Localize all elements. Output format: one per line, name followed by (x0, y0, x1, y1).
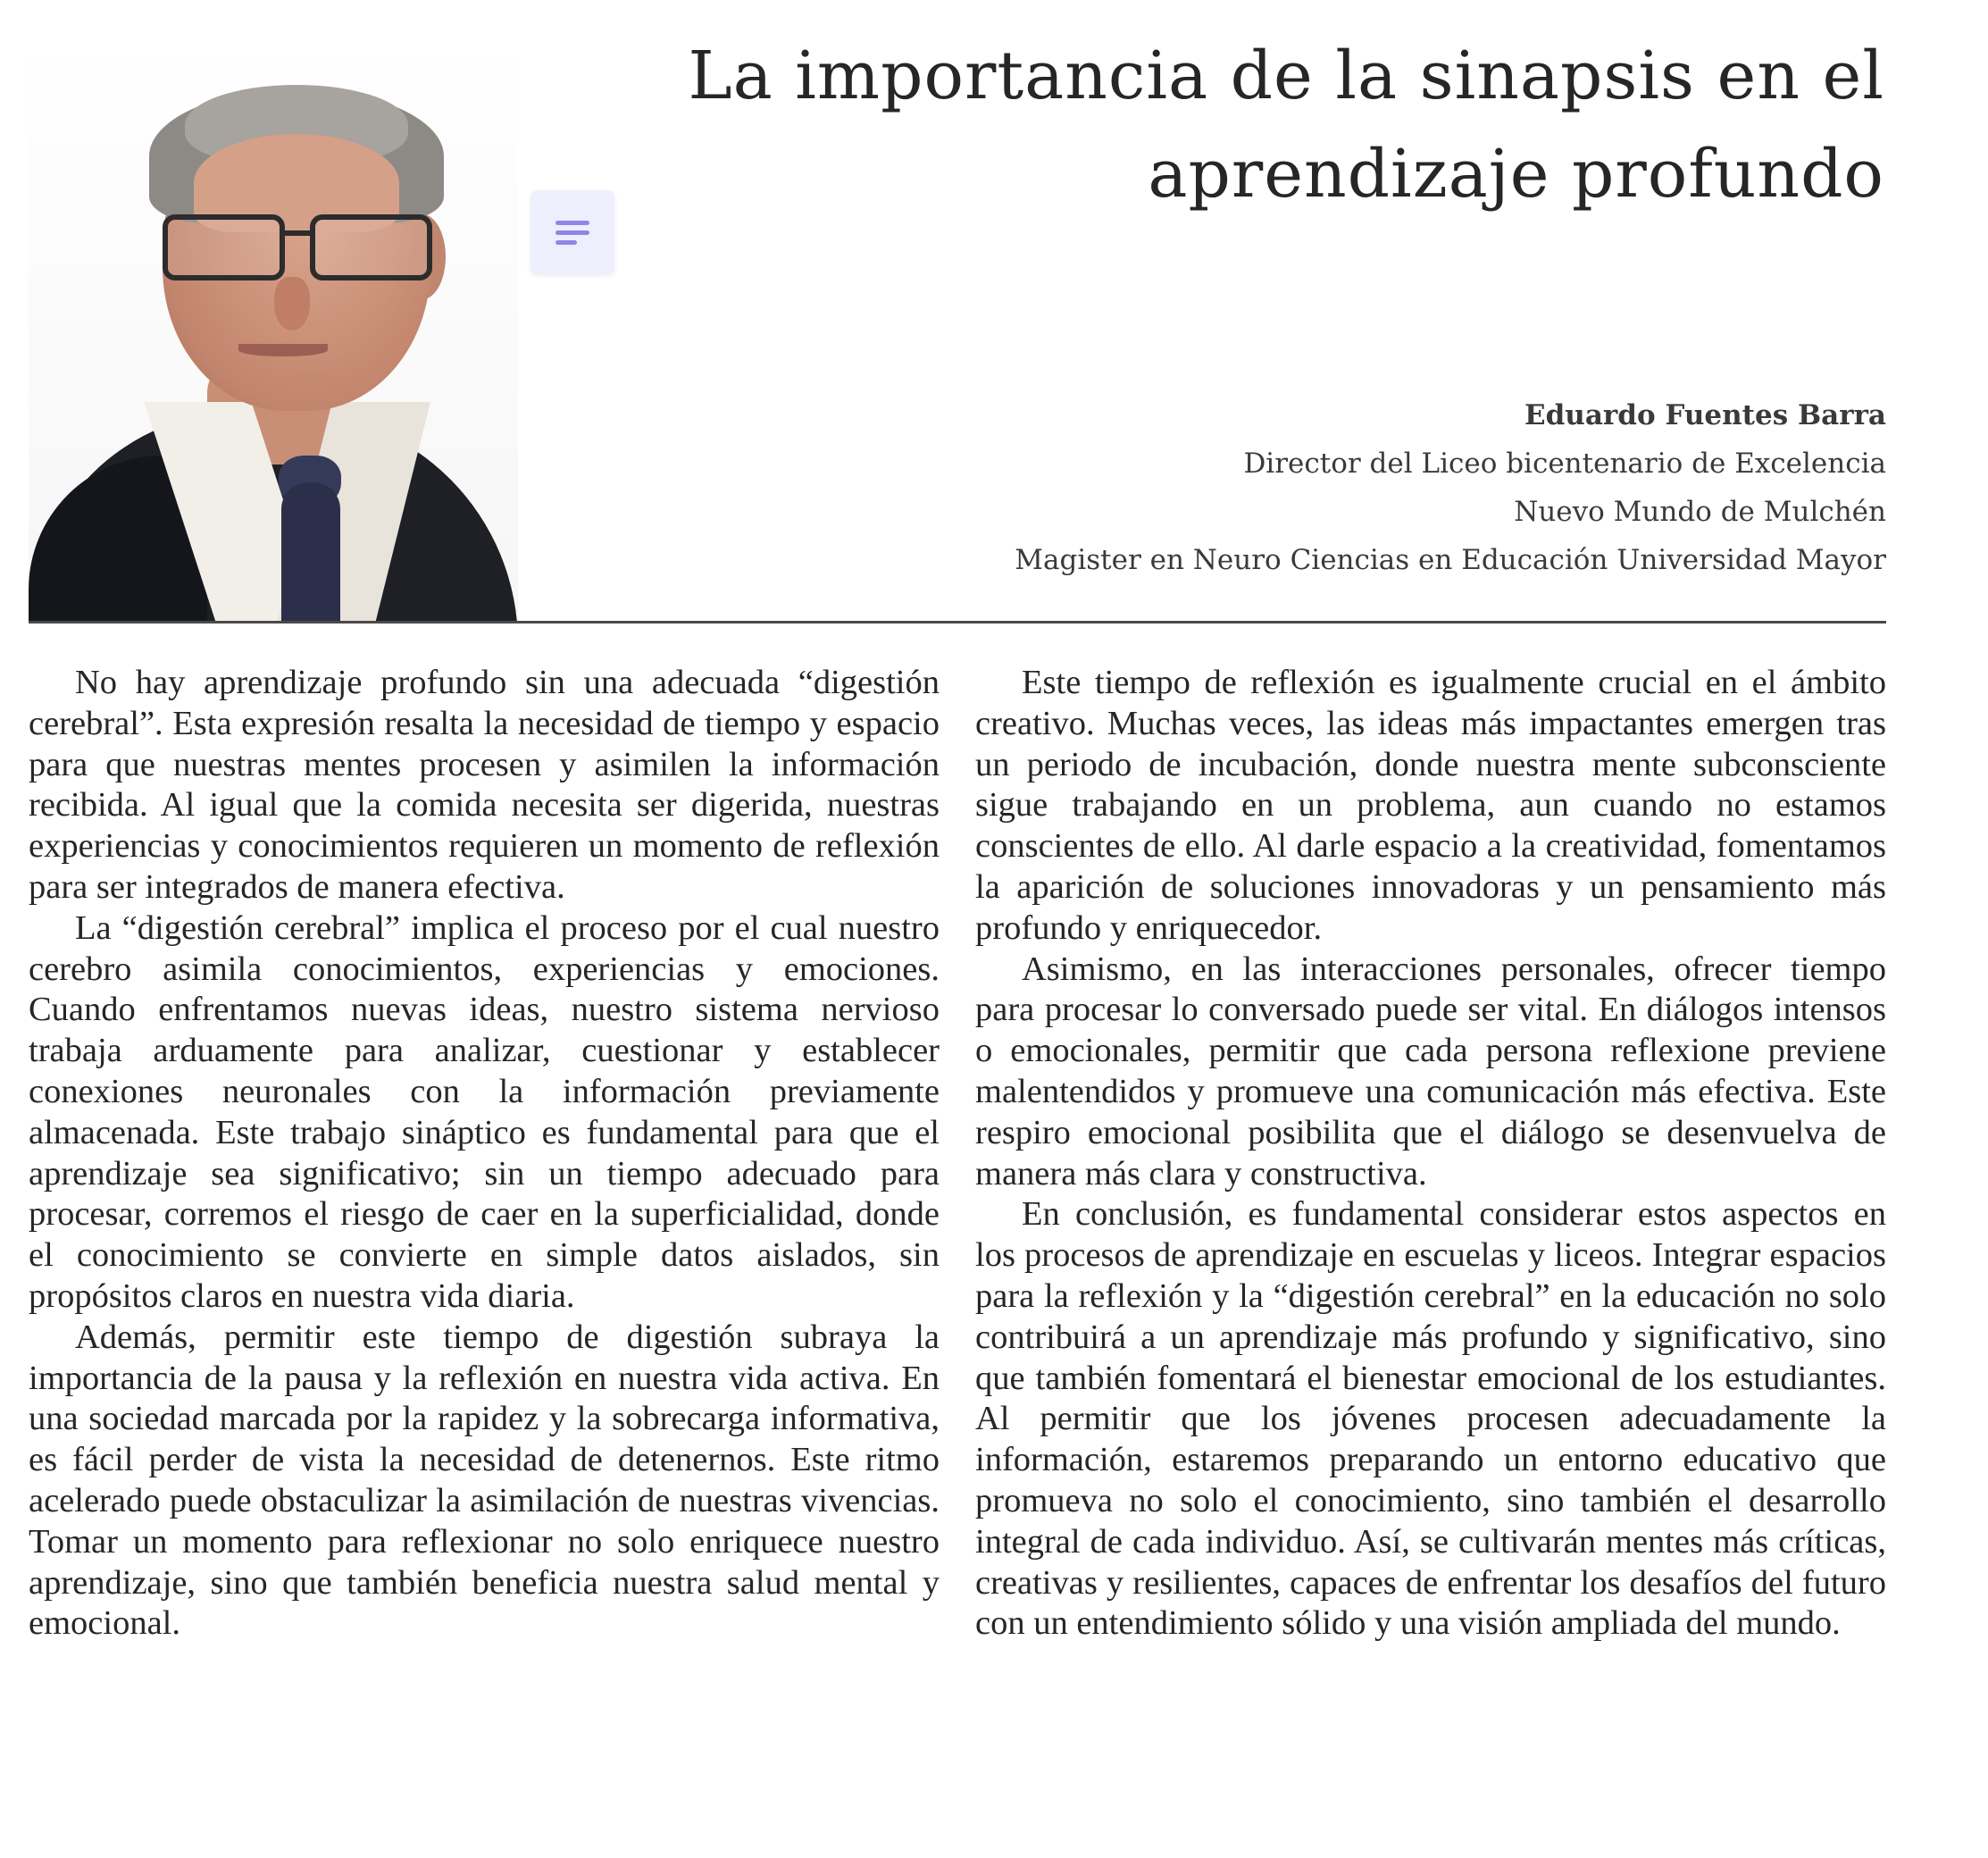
header-divider (29, 621, 1886, 624)
glasses-lens-left (163, 214, 285, 280)
paragraph-5: Asimismo, en las interacciones personales, ofrecer tiempo para procesar lo conversado puede ser vital. En diálogos intensos o emocionales, permitir que cada persona reflexione previene malentendidos y promueve una comunicación más efectiva. Este respiro emocional posibilita que el diálogo se desenvuelva de manera más clara y constructiva. (975, 950, 1886, 1193)
paragraph-6: En conclusión, es fundamental considerar estos aspectos en los procesos de aprendizaje en escuelas y liceos. Integrar espacios para la reflexión y la “digestión cerebral” en la educación no solo contribuirá a un aprendizaje más profundo y significativo, sino que también fomentará el bienestar emocional de los estudiantes. Al permitir que los jóvenes procesen adecuadamente la información, estaremos preparando un entorno educativo que promueva no solo el conocimiento, sino también el desarrollo integral de cada individuo. Así, se cultivarán mentes más críticas, creativas y resilientes, capaces de enfrentar los desafíos del futuro con un entendimiento sólido y una visión ampliada del mundo. (975, 1195, 1886, 1643)
article-title: La importancia de la sinapsis en el aprendizaje profundo (688, 38, 1884, 213)
author-name: Eduardo Fuentes Barra (1524, 399, 1886, 431)
author-role-line-1: Director del Liceo bicentenario de Excelencia (1243, 448, 1886, 480)
glasses-lens-right (310, 214, 432, 280)
icon-line-3 (555, 240, 577, 245)
paragraph-3: Además, permitir este tiempo de digestión subraya la importancia de la pausa y la reflexión en nuestra vida activa. En una sociedad marcada por la rapidez y la sobrecarga informativa, es fácil perder de vista la necesidad de detenernos. Este ritmo acelerado puede obstaculizar la asimilación de nuestras vivencias. Tomar un momento para reflexionar no solo enriquece nuestro aprendizaje, sino que también beneficia nuestra salud mental y emocional. (29, 1318, 940, 1643)
mouth-shape (238, 344, 328, 356)
paragraph-1: No hay aprendizaje profundo sin una adecuada “digestión cerebral”. Esta expresión resalta la necesidad de tiempo y espacio para que nuestras mentes procesen y asimilen la información recibida. Al igual que la comida necesita ser digerida, nuestras experiencias y conocimientos requieren un momento de reflexión para ser integrados de manera efectiva. (29, 664, 940, 906)
glasses (163, 214, 444, 277)
author-role-line-2: Nuevo Mundo de Mulchén (1514, 496, 1886, 528)
paragraph-4: Este tiempo de reflexión es igualmente crucial en el ámbito creativo. Muchas veces, las ideas más impactantes emergen tras un periodo de incubación, donde nuestra mente subconsciente sigue trabajando en un problema, aun cuando no estamos conscientes de ello. Al darle espacio a la creatividad, fomentamos la aparición de soluciones innovadoras y un pensamiento más profundo y enriquecedor. (975, 664, 1886, 947)
author-photo (29, 36, 518, 622)
nose-shape (274, 277, 310, 331)
author-role-line-3: Magister en Neuro Ciencias en Educación Universidad Mayor (1015, 544, 1886, 576)
icon-line-2 (555, 230, 589, 235)
glasses-bridge (283, 230, 310, 236)
author-block (804, 391, 1886, 584)
article-column-right (975, 663, 1886, 1645)
paragraph-2: La “digestión cerebral” implica el proceso por el cual nuestro cerebro asimila conocimientos, experiencias y emociones. Cuando enfrentamos nuevas ideas, nuestro sistema nervioso trabaja arduamente para analizar, cuestionar y establecer conexiones neuronales con la información previamente almacenada. Este trabajo sináptico es fundamental para que el aprendizaje sea significativo; sin un tiempo adecuado para procesar, corremos el riesgo de caer en la superficialidad, donde el conocimiento se convierte en simple datos aislados, sin propósitos claros en nuestra vida diaria. (29, 908, 940, 1315)
article-column-left (29, 663, 940, 1645)
tie-shape (281, 482, 340, 622)
